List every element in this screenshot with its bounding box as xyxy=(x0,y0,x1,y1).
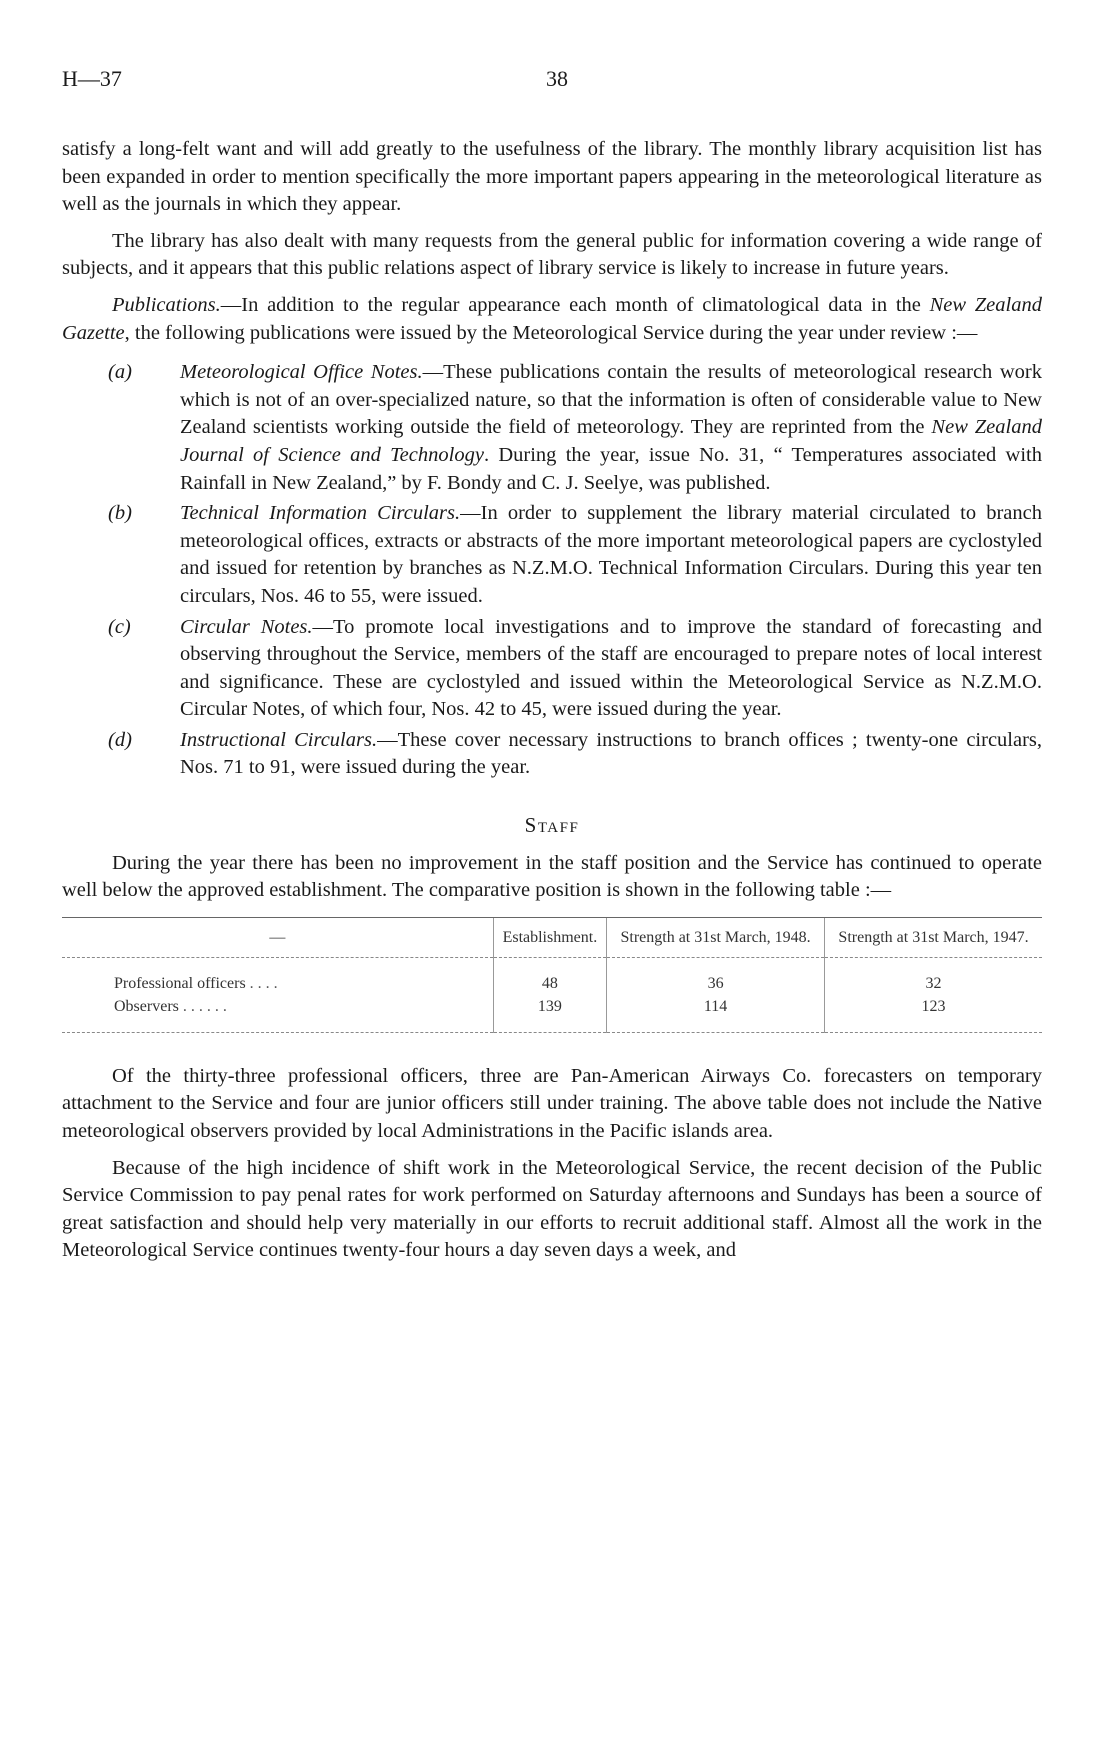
item-text: —In order to supplement the library material circulated to branch meteorological offices, extracts or abstracts of the more important meteorological papers are cyclostyled and issued for retention by branches as N.Z.M.O. Technical Information Circulars. During this year ten circulars, Nos. 46 to 55, were issued. xyxy=(180,502,1042,607)
report-reference: H—37 xyxy=(62,66,122,91)
row-leader-dots: . . . . . . xyxy=(182,997,227,1015)
row-label-cell xyxy=(62,957,493,995)
item-text-b: . During the year, issue No. 31, “ Temperatures associated with Rainfall in New Zealand,” by F. Bondy and C. J. Seelye, was published. xyxy=(180,443,1042,494)
item-text-a: —These publications contain the results of meteorological research work which is not of an over-specialized nature, so that the information is often of considerable value to New Zealand scientists working outside the field of meteorology. They are reprinted from the xyxy=(180,361,1042,439)
item-label: (d) xyxy=(108,728,132,751)
item-title: Technical Information Circulars. xyxy=(180,502,461,525)
paragraph-staff: During the year there has been no improvement in the staff position and the Service has continued to operate well below the approved establishment. The comparative position is shown in the following table :— xyxy=(62,851,1042,902)
table-row xyxy=(62,995,1042,1033)
paragraph-shift-work: Because of the high incidence of shift work in the Meteorological Service, the recent decision of the Public Service Commission to pay penal rates for work performed on Saturday afternoons and Sundays has been a source of great satisfaction and should help very materially in our efforts to recruit additional staff. Almost all the work in the Meteorological Service continues twenty-four hours a day seven days a week, and xyxy=(62,1156,1042,1262)
table-corner: — xyxy=(62,917,493,957)
item-label: (a) xyxy=(108,361,132,384)
paragraph-library-requests: The library has also dealt with many requests from the general public for information covering a wide range of subjects, and it appears that this public relations aspect of library service is likely to increase in future years. xyxy=(62,229,1042,280)
item-title: Instructional Circulars. xyxy=(180,728,378,751)
journal-title: New Zealand Journal of Science and Technology xyxy=(180,416,1042,466)
paragraph-professional-officers: Of the thirty-three professional officers, three are Pan-American Airways Co. forecasters on temporary attachment to the Service and four are junior officers still under training. The above table does not include the Native meteorological observers provided by local Administrations in the Pacific islands area. xyxy=(62,1064,1042,1143)
page-header xyxy=(62,66,1052,96)
list-item xyxy=(62,500,1042,610)
item-label: (b) xyxy=(108,502,132,525)
paragraph-publications xyxy=(62,292,1042,347)
publications-text-a: —In addition to the regular appearance each month of climatological data in the xyxy=(220,293,930,316)
list-item xyxy=(62,359,1042,497)
item-text: —These cover necessary instructions to branch offices ; twenty-one circulars, Nos. 71 to 91, were issued during the year. xyxy=(180,728,1043,779)
row-label: Observers xyxy=(114,997,179,1015)
list-item xyxy=(62,614,1042,724)
row-leader-dots: . . . . xyxy=(249,974,278,992)
gazette-title: New Zealand Gazette xyxy=(62,293,1042,344)
publications-list xyxy=(62,359,1042,782)
page-body xyxy=(62,136,1042,1274)
table-cell: 114 xyxy=(607,995,825,1033)
table-row xyxy=(62,957,1042,995)
column-header-establishment: Establishment. xyxy=(493,917,606,957)
section-heading-staff: Staff xyxy=(524,813,580,838)
row-label-cell xyxy=(62,995,493,1033)
table-header-row xyxy=(62,917,1042,957)
table-cell: 32 xyxy=(825,957,1042,995)
item-text: —To promote local investigations and to improve the standard of forecasting and observing throughout the Service, members of the staff are encouraged to prepare notes of local interest and significance. These are cyclostyled and issued within the Meteorological Service as N.Z.M.O. Circular Notes, of which four, Nos. 42 to 45, were issued during the year. xyxy=(180,615,1042,721)
publications-text-b: , the following publications were issued by the Meteorological Service during the year under review :— xyxy=(124,321,978,344)
item-title: Circular Notes. xyxy=(180,615,313,638)
item-label: (c) xyxy=(108,615,131,638)
table-cell: 48 xyxy=(493,957,606,995)
table-cell: 36 xyxy=(607,957,825,995)
publications-title: Publications. xyxy=(112,293,221,316)
column-header-strength-1947: Strength at 31st March, 1947. xyxy=(825,917,1042,957)
table-cell: 139 xyxy=(493,995,606,1033)
staff-table xyxy=(62,917,1042,1033)
row-label: Professional officers xyxy=(114,974,246,992)
page-number: 38 xyxy=(546,66,568,91)
paragraph-library-continuation: satisfy a long-felt want and will add greatly to the usefulness of the library. The monthly library acquisition list has been expanded in order to mention specifically the more important papers appearing in the meteorological literature as well as the journals in which they appear. xyxy=(62,138,1042,216)
list-item xyxy=(62,727,1042,782)
column-header-strength-1948: Strength at 31st March, 1948. xyxy=(607,917,825,957)
item-title: Meteorological Office Notes. xyxy=(180,361,423,384)
table-cell: 123 xyxy=(825,995,1042,1033)
